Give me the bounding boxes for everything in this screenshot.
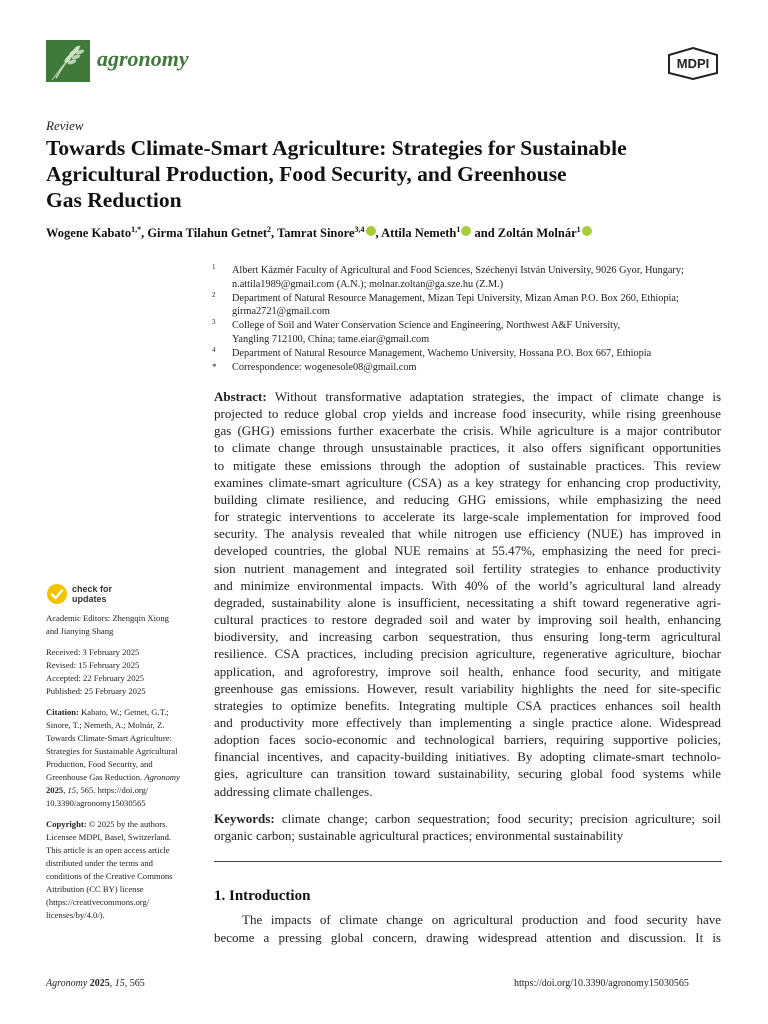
author-affiliation-ref: 3,4 <box>354 225 365 234</box>
affiliation <box>212 347 727 361</box>
author-affiliation-ref: 2 <box>267 225 272 234</box>
citation-journal: Agronomy <box>144 772 180 782</box>
author-name: Tamrat Sinore <box>277 226 355 241</box>
author-separator: and <box>471 226 498 241</box>
affiliation-line: Department of Natural Resource Management, Wachemo University, Hossana P.O. Box 667, Ethiopia <box>232 347 652 359</box>
title-line: Agricultural Production, Food Security, and Greenhouse <box>46 162 567 186</box>
abstract-line: adoption faces socio-economic and technological barriers, requiring supportive policies, <box>214 732 721 748</box>
publication-date: Accepted: 22 February 2025 <box>46 673 145 683</box>
affiliation-number: 1 <box>212 263 216 271</box>
check-updates-label <box>72 584 112 604</box>
abstract-line: to mitigate these emissions through the adoption of sustainable practices. This review <box>214 457 721 473</box>
check-updates-icon <box>46 583 68 605</box>
article-type: Review <box>46 118 84 133</box>
publication-date: Revised: 15 February 2025 <box>46 660 140 670</box>
check-for-updates-badge[interactable] <box>46 582 186 608</box>
abstract-line: resilience. CSA practices, including precision agriculture, regenerative agriculture, biochar <box>214 646 721 662</box>
citation-line: Citation: Kabato, W.; Getnet, G.T.; <box>46 707 169 717</box>
publication-date: Received: 3 February 2025 <box>46 647 140 657</box>
footer-citation: Agronomy 2025, 15, 565 <box>46 978 145 989</box>
abstract-line: biodiversity, and increasing carbon sequestration, thus ensuring long-term agricultural <box>214 629 721 645</box>
abstract-line: greenhouse gas emissions. However, result variability highlights the need for site-specific <box>214 680 721 696</box>
orcid-icon[interactable] <box>582 226 592 236</box>
abstract-line: gies, agriculture can transition toward sustainability, securing global food systems while <box>214 766 721 782</box>
publication-date: Published: 25 February 2025 <box>46 686 146 696</box>
author-separator: , <box>141 226 148 241</box>
abstract-line: and minimize environmental impacts. With 40% of the world’s agricultural land already <box>214 577 721 593</box>
copyright-line: Attribution (CC BY) license <box>46 884 144 894</box>
affiliation-line: Department of Natural Resource Management, Mizan Tepi University, Mizan Aman P.O. Box 260, Ethiopia; <box>232 292 679 304</box>
author-name: Girma Tilahun Getnet <box>147 226 268 241</box>
author-affiliation-ref: 1 <box>456 225 461 234</box>
citation-line: Greenhouse Gas Reduction. Agronomy <box>46 772 180 782</box>
introduction-text <box>214 911 721 947</box>
author-separator: , <box>375 226 382 241</box>
abstract-line: sion nutrient management and integrated soil fertility strategies to enhance productivity <box>214 560 721 576</box>
copyright-line: conditions of the Creative Commons <box>46 871 173 881</box>
author-name: Wogene Kabato <box>46 226 132 241</box>
check-updates-line: check for <box>72 584 113 594</box>
author-name: Attila Nemeth <box>381 226 457 241</box>
citation-doi-link[interactable]: 10.3390/agronomy15030565 <box>46 798 146 808</box>
correspondence-line: Correspondence: wogenesole08@gmail.com <box>232 361 417 373</box>
abstract-line: for strategic interventions to accelerate its large-scale implementation for improved food <box>214 509 721 525</box>
copyright-line: licenses/by/4.0/). <box>46 910 105 920</box>
intro-line: The impacts of climate change on agricultural production and food security have <box>242 912 721 927</box>
copyright-line: distributed under the terms and <box>46 858 153 868</box>
affiliation-number: 3 <box>212 318 216 327</box>
citation-year: 2025 <box>46 785 64 795</box>
abstract-line: security. The analysis revealed that while nitrogen use efficiency (NUE) has improved in <box>214 526 721 542</box>
title-line: Towards Climate-Smart Agriculture: Strategies for Sustainable <box>46 136 627 160</box>
abstract <box>214 388 721 800</box>
affiliation-line: n.attila1989@gmail.com (A.N.); molnar.zoltan@ga.sze.hu (Z.M.) <box>232 278 504 290</box>
article-info-sidebar <box>46 612 196 922</box>
spacer <box>46 638 196 646</box>
copyright-line: Copyright: © 2025 by the authors. <box>46 819 168 829</box>
check-updates-line: updates <box>72 594 107 604</box>
journal-logo <box>46 40 90 82</box>
keywords <box>214 810 721 844</box>
spacer <box>46 698 196 706</box>
abstract-line: and productivity more effectively than implementing a single practice alone. Widespread <box>214 714 721 730</box>
citation-line: 2025, 15, 565. https://doi.org/ <box>46 785 149 795</box>
author-separator: , <box>271 226 278 241</box>
correspondence-marker: * <box>212 361 217 372</box>
copyright-line: This article is an open access article <box>46 845 170 855</box>
abstract-line: building climate resilience, and reducing GHG emissions, while emphasizing the need <box>214 491 721 507</box>
copyright-line: Licensee MDPI, Basel, Switzerland. <box>46 832 172 842</box>
copyright-line: (https://creativecommons.org/ <box>46 897 150 907</box>
correspondence <box>212 361 727 375</box>
article-title <box>46 135 736 213</box>
abstract-line: degraded, sustainability alone is insufficient, necessitating a shift toward regenerative agri- <box>214 594 721 610</box>
abstract-line: examines climate-smart agriculture (CSA) as a key strategy for enhancing crop productivity, <box>214 474 721 490</box>
abstract-line: financial incentives, and capacity-building initiatives. By adopting climate-smart technolo- <box>214 749 721 765</box>
footer-year: 2025 <box>89 978 110 989</box>
author-list <box>46 225 592 241</box>
journal-name: agronomy <box>97 46 189 71</box>
author-affiliation-ref: 1 <box>576 225 581 234</box>
affiliation <box>212 264 727 292</box>
copyright-label: Copyright: <box>46 819 87 829</box>
citation-line: Towards Climate-Smart Agriculture: <box>46 733 172 743</box>
keywords-line: Keywords: climate change; carbon sequestration; food security; precision agriculture; soil <box>214 811 721 826</box>
publisher-logo <box>666 46 720 84</box>
affiliation <box>212 292 727 320</box>
affiliation-number: 4 <box>212 345 216 354</box>
keywords-label: Keywords: <box>214 811 275 826</box>
keywords-line: organic carbon; sustainable agricultural practices; environmental sustainability <box>214 828 624 843</box>
abstract-label: Abstract: <box>214 389 267 404</box>
abstract-line: Abstract: Without transformative adaptation strategies, the impact of climate change is <box>214 389 721 404</box>
title-line: Gas Reduction <box>46 188 182 212</box>
abstract-line: gas (GHG) emissions further exacerbate the crisis. While agriculture is a major contributor <box>214 423 721 439</box>
spacer <box>46 810 196 818</box>
abstract-line: application, and agroforestry, improve soil health, enhance food security, and mitigate <box>214 663 721 679</box>
footer-page: , 565 <box>124 978 145 989</box>
citation-label: Citation: <box>46 707 79 717</box>
academic-editors: Academic Editors: Zhengqin Xiong <box>46 613 169 623</box>
footer-volume: 15 <box>114 978 125 989</box>
abstract-line: projected to reduce global crop yields and increase food insecurity, while rising greenhouse <box>214 406 721 422</box>
affiliations <box>212 264 727 374</box>
section-heading: 1. Introduction <box>214 888 311 904</box>
affiliation-number: 2 <box>212 290 216 299</box>
academic-editors: and Jianying Shang <box>46 626 114 636</box>
affiliation-line: girma2721@gmail.com <box>232 306 330 318</box>
affiliation <box>212 319 727 347</box>
abstract-line: strategies to optimize benefits. Integrating multiple CSA practices enhances soil health <box>214 697 721 713</box>
section-divider <box>214 861 722 862</box>
abstract-line: developed countries, the global NUE remains at 55.47%, emphasizing the need for preci- <box>214 543 721 559</box>
footer-journal: Agronomy <box>46 978 88 989</box>
author-name: Zoltán Molnár <box>497 226 577 241</box>
affiliation-line: Albert Kázmér Faculty of Agricultural and Food Sciences, Széchenyi István University, 9026 Gyor, Hungary; <box>232 265 684 276</box>
citation-line: Production, Food Security, and <box>46 759 153 769</box>
abstract-line: cultural practices to restore degraded soil and water by improving soil health, enhancing <box>214 612 721 628</box>
abstract-line: to climate change through unsustainable practices, it also offers significant opportunities <box>214 440 721 456</box>
author-affiliation-ref: 1,* <box>131 225 142 234</box>
orcid-icon[interactable] <box>366 226 376 236</box>
footer-doi-link[interactable]: https://doi.org/10.3390/agronomy15030565 <box>514 978 689 989</box>
citation-volume: 15 <box>67 785 77 795</box>
orcid-icon[interactable] <box>461 226 471 236</box>
affiliation-line: College of Soil and Water Conservation Science and Engineering, Northwest A&F University, <box>232 320 621 332</box>
affiliation-line: Yangling 712100, China; tame.eiar@gmail.com <box>232 333 430 345</box>
citation-line: Strategies for Sustainable Agricultural <box>46 746 178 756</box>
publisher-name: MDPI <box>676 56 710 71</box>
citation-line: Sinore, T.; Nemeth, A.; Molnár, Z. <box>46 720 165 730</box>
wheat-icon <box>46 40 90 82</box>
abstract-line: addressing climate challenges. <box>214 783 373 799</box>
intro-line: become a pressing global concern, drawing widespread attention and discussion. It is <box>214 930 721 945</box>
